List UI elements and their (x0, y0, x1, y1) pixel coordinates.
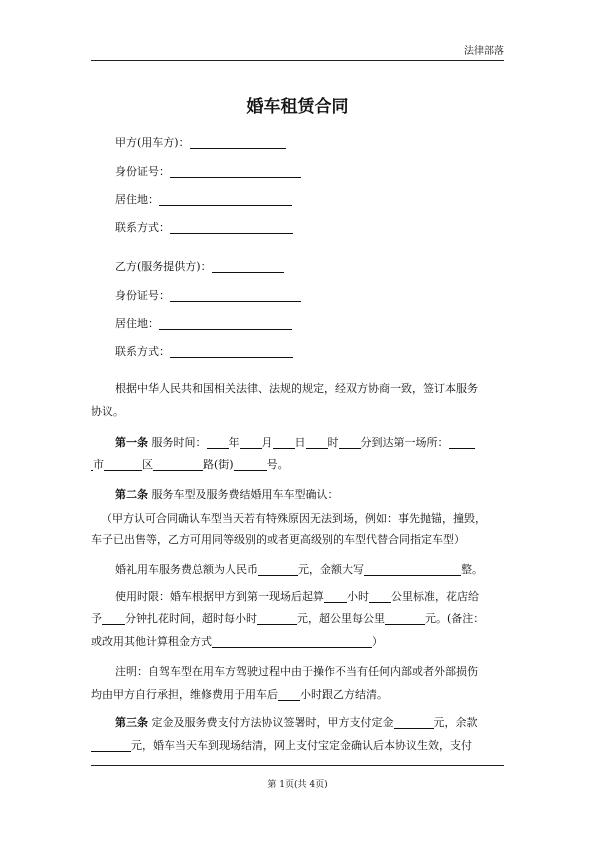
over-km-fee-field[interactable] (385, 613, 425, 625)
party-a-id-label: 身份证号： (115, 165, 170, 178)
article-1-line-1 (115, 437, 475, 449)
settle-hours-field[interactable] (278, 689, 300, 701)
day-field[interactable] (273, 437, 295, 449)
road-label: 路(街) (203, 458, 234, 471)
balance-field[interactable] (91, 740, 131, 752)
intro-line-2: 协议。 (91, 405, 124, 418)
article-1-heading: 第一条 (115, 436, 148, 449)
remark-line-2 (91, 689, 388, 701)
party-a-address-row (115, 194, 292, 206)
party-b-id-label: 身份证号： (115, 289, 170, 302)
over-km-label: 元，超公里每公里 (297, 612, 385, 625)
remark-line-1: 注明：自驾车型在用车方驾驶过程中由于操作不当有任何内部或者外部损伤 (115, 665, 478, 678)
city-district-field[interactable] (104, 459, 142, 471)
deposit-field[interactable] (394, 717, 434, 729)
party-a-id-field[interactable] (170, 166, 301, 178)
service-fee-row (115, 564, 483, 576)
give-label: 予 (91, 612, 102, 625)
article-2-note-line-2: 车子已出售等，乙方可用同等级别的或者更高级别的车型代替合同指定车型） (91, 533, 465, 546)
party-b-contact-row (115, 346, 293, 358)
number-field[interactable] (234, 459, 267, 471)
party-a-contact-field[interactable] (170, 222, 293, 234)
party-b-contact-field[interactable] (170, 346, 293, 358)
article-2-note-line-1: （甲方认可合同确认车型当天若有特殊原因无法到场，例如：事先抛锚，撞毁， (101, 512, 486, 525)
article-1-line-2 (91, 459, 289, 471)
minute-label: 分到达第一场所： (360, 436, 449, 449)
party-a-address-field[interactable] (159, 194, 292, 206)
header-divider (91, 60, 504, 61)
overtime-hour-fee-field[interactable] (257, 613, 297, 625)
party-b-contact-label: 联系方式： (115, 345, 170, 358)
district-label: 区 (142, 458, 153, 471)
intro-line-1: 根据中华人民共和国相关法律、法规的规定，经双方协商一致，签订本服务 (115, 382, 478, 395)
party-b-address-row (115, 318, 292, 330)
note-label: 元。(备注： (425, 612, 485, 625)
year-field[interactable] (207, 437, 229, 449)
minute-field[interactable] (339, 437, 361, 449)
party-b-id-field[interactable] (170, 290, 301, 302)
hours-label: 小时 (347, 590, 369, 603)
usage-limit-line-2 (91, 613, 484, 625)
service-fee-uppercase-label: 元，金额大写 (298, 563, 364, 576)
usage-limit-line-1 (115, 591, 479, 603)
day-label: 日 (294, 436, 306, 449)
service-fee-uppercase-field[interactable] (364, 564, 461, 576)
service-fee-label: 婚礼用车服务费总额为人民币 (115, 563, 258, 576)
party-b-id-row (115, 290, 301, 302)
article-3-text-deposit: 定金及服务费支付方法协议签署时，甲方支付定金 (151, 716, 394, 729)
hour-label: 时 (327, 436, 339, 449)
first-venue-field[interactable] (449, 437, 475, 449)
km-standard-label: 公里标准，花店给 (391, 590, 479, 603)
document-title: 婚车租赁合同 (246, 97, 349, 117)
article-3-line-2 (91, 740, 472, 752)
usage-km-field[interactable] (369, 591, 391, 603)
flower-minutes-field[interactable] (102, 613, 125, 625)
other-method-label: 或改用其他计算租金方式 (91, 635, 212, 648)
party-a-name-row (115, 137, 286, 149)
party-b-name-field[interactable] (212, 261, 284, 273)
party-b-address-field[interactable] (159, 318, 292, 330)
usage-limit-line-3 (91, 636, 383, 648)
hour-field[interactable] (306, 437, 328, 449)
remark-end: 小时跟乙方结清。 (300, 688, 388, 701)
usage-hours-field[interactable] (324, 591, 347, 603)
number-label: 号。 (266, 458, 289, 471)
header-brand: 法律部落 (464, 46, 504, 57)
party-a-contact-label: 联系方式： (115, 221, 170, 234)
party-b-address-label: 居住地： (115, 317, 159, 330)
road-field[interactable] (153, 459, 203, 471)
year-label: 年 (228, 436, 240, 449)
article-1-text-time: 服务时间： (151, 436, 207, 449)
party-a-contact-row (115, 222, 293, 234)
footer-divider (91, 765, 504, 766)
party-b-label: 乙方(服务提供方)： (115, 260, 212, 273)
article-3-line-1 (115, 717, 478, 729)
party-a-name-field[interactable] (190, 137, 286, 149)
month-label: 月 (261, 436, 273, 449)
balance-label: 元，余款 (433, 716, 478, 729)
overtime-hour-label: 分钟扎花时间，超时每小时 (125, 612, 257, 625)
party-a-id-row (115, 166, 301, 178)
month-field[interactable] (240, 437, 262, 449)
article-2-line-1 (115, 489, 339, 501)
article-3-heading: 第三条 (115, 716, 148, 729)
close-paren: ） (372, 635, 383, 648)
article-3-text-payment: 元，婚车当天车到现场结清，网上支付宝定金确认后本协议生效，支付 (131, 739, 472, 752)
article-2-text: 服务车型及服务费结婚用车车型确认： (151, 488, 339, 501)
usage-limit-label: 使用时限：婚车根据甲方到第一现场后起算 (115, 590, 324, 603)
page-number: 第 1页(共 4页) (267, 780, 328, 790)
other-method-field[interactable] (212, 636, 372, 648)
city-label: 市 (93, 458, 104, 471)
remark-text: 均由甲方自行承担，维修费用于用车后 (91, 688, 278, 701)
party-a-label: 甲方(用车方)： (115, 136, 190, 149)
article-2-heading: 第二条 (115, 488, 148, 501)
party-a-address-label: 居住地： (115, 193, 159, 206)
service-fee-end: 整。 (461, 563, 483, 576)
service-fee-amount-field[interactable] (258, 564, 298, 576)
party-b-name-row (115, 261, 284, 273)
